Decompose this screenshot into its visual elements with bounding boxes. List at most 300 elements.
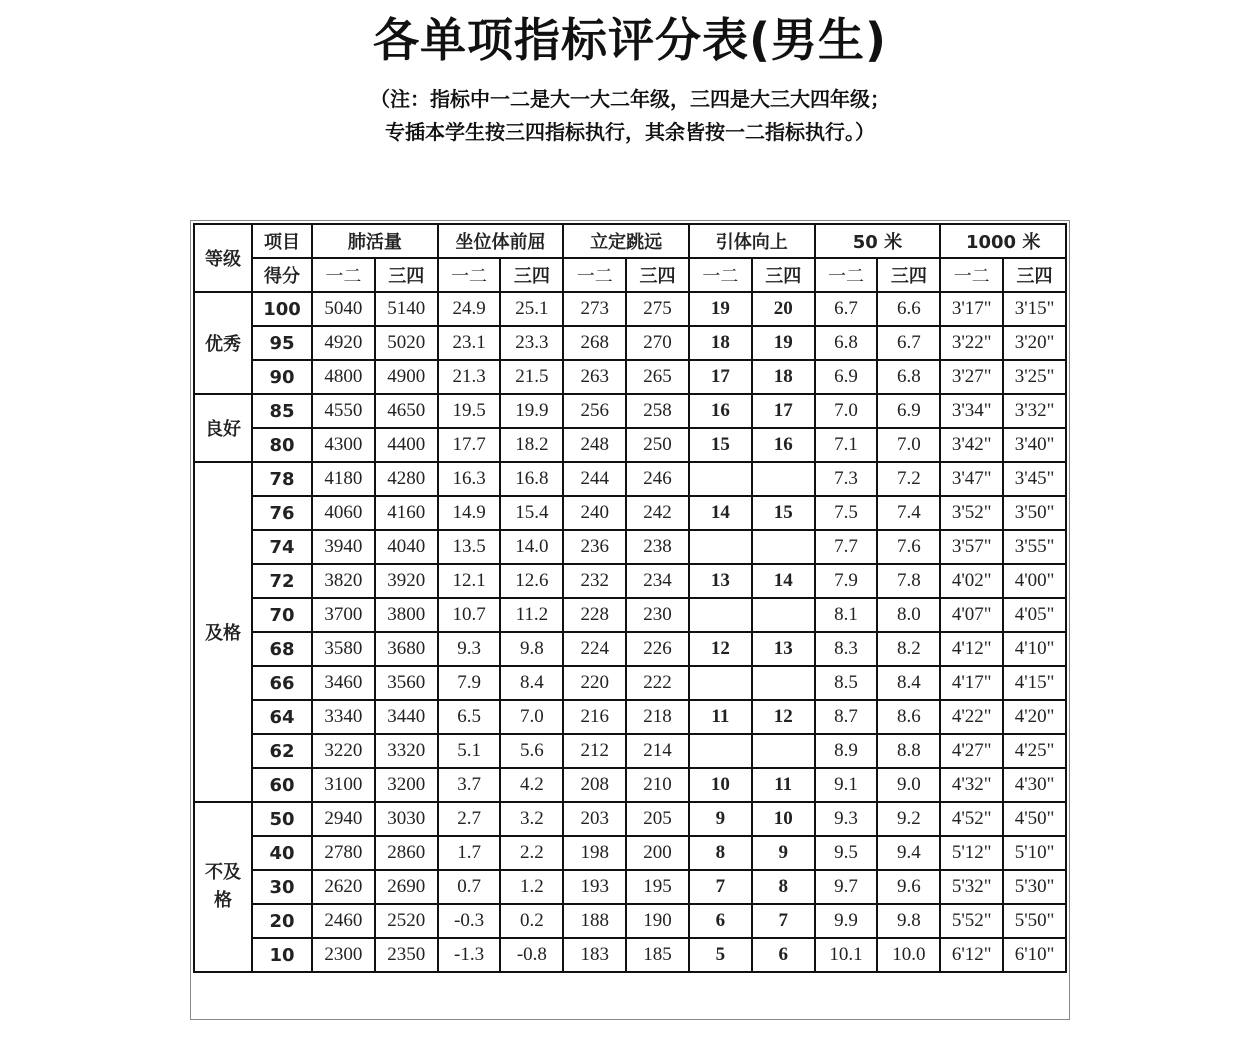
value-cell: 18 bbox=[689, 326, 752, 360]
value-cell: 10.0 bbox=[877, 938, 940, 972]
table-row bbox=[194, 530, 1066, 564]
value-cell bbox=[689, 462, 752, 496]
value-cell: 8.1 bbox=[815, 598, 878, 632]
value-cell: 236 bbox=[563, 530, 626, 564]
value-cell: 9 bbox=[689, 802, 752, 836]
value-cell: 3'45" bbox=[1003, 462, 1066, 496]
value-cell: 4'20" bbox=[1003, 700, 1066, 734]
value-cell: 2520 bbox=[375, 904, 438, 938]
value-cell: 4'00" bbox=[1003, 564, 1066, 598]
value-cell: 188 bbox=[563, 904, 626, 938]
value-cell: 18.2 bbox=[500, 428, 563, 462]
header-row-2 bbox=[194, 258, 1066, 292]
value-cell: 5 bbox=[689, 938, 752, 972]
value-cell: 9.3 bbox=[815, 802, 878, 836]
value-cell: 17.7 bbox=[438, 428, 501, 462]
value-cell: 248 bbox=[563, 428, 626, 462]
value-cell: 4'22" bbox=[940, 700, 1003, 734]
value-cell: 9.2 bbox=[877, 802, 940, 836]
value-cell: 7.0 bbox=[815, 394, 878, 428]
value-cell: 8.4 bbox=[877, 666, 940, 700]
value-cell: 195 bbox=[626, 870, 689, 904]
note-line-2: 专插本学生按三四指标执行，其余皆按一二指标执行。） bbox=[385, 120, 875, 144]
value-cell: 4'17" bbox=[940, 666, 1003, 700]
value-cell: 6 bbox=[752, 938, 815, 972]
value-cell: 183 bbox=[563, 938, 626, 972]
table-row bbox=[194, 326, 1066, 360]
value-cell: 3.2 bbox=[500, 802, 563, 836]
grade-cell: 良好 bbox=[194, 394, 252, 462]
value-cell: 3100 bbox=[312, 768, 375, 802]
value-cell: 263 bbox=[563, 360, 626, 394]
value-cell: 4800 bbox=[312, 360, 375, 394]
value-cell: 11 bbox=[689, 700, 752, 734]
value-cell: 2300 bbox=[312, 938, 375, 972]
value-cell: 6.7 bbox=[815, 292, 878, 326]
value-cell: 4920 bbox=[312, 326, 375, 360]
value-cell: 3'22" bbox=[940, 326, 1003, 360]
value-cell: 3'34" bbox=[940, 394, 1003, 428]
value-cell: 224 bbox=[563, 632, 626, 666]
value-cell: 8.7 bbox=[815, 700, 878, 734]
value-cell: 25.1 bbox=[500, 292, 563, 326]
value-cell: 230 bbox=[626, 598, 689, 632]
value-cell: 4280 bbox=[375, 462, 438, 496]
value-cell: 10 bbox=[752, 802, 815, 836]
value-cell: 8.2 bbox=[877, 632, 940, 666]
value-cell: 19.5 bbox=[438, 394, 501, 428]
table-row bbox=[194, 904, 1066, 938]
value-cell: 2940 bbox=[312, 802, 375, 836]
value-cell: 2460 bbox=[312, 904, 375, 938]
value-cell: 3'50" bbox=[1003, 496, 1066, 530]
note-line-1: （注：指标中一二是大一大二年级，三四是大三大四年级； bbox=[370, 87, 890, 111]
value-cell: 218 bbox=[626, 700, 689, 734]
value-cell: 15.4 bbox=[500, 496, 563, 530]
sub-header-year12: 一二 bbox=[940, 258, 1003, 292]
value-cell: 2.7 bbox=[438, 802, 501, 836]
value-cell: 6.7 bbox=[877, 326, 940, 360]
table-row bbox=[194, 598, 1066, 632]
value-cell: 16.8 bbox=[500, 462, 563, 496]
value-cell: 244 bbox=[563, 462, 626, 496]
value-cell: 3200 bbox=[375, 768, 438, 802]
value-cell: 2690 bbox=[375, 870, 438, 904]
value-cell: 7.2 bbox=[877, 462, 940, 496]
value-cell: 23.3 bbox=[500, 326, 563, 360]
sub-header-year34: 三四 bbox=[626, 258, 689, 292]
value-cell: 5.6 bbox=[500, 734, 563, 768]
value-cell: 6.8 bbox=[815, 326, 878, 360]
value-cell: 2780 bbox=[312, 836, 375, 870]
value-cell: -0.3 bbox=[438, 904, 501, 938]
score-cell: 10 bbox=[252, 938, 312, 972]
value-cell: 10 bbox=[689, 768, 752, 802]
value-cell: 12.6 bbox=[500, 564, 563, 598]
value-cell: 3'55" bbox=[1003, 530, 1066, 564]
value-cell: 205 bbox=[626, 802, 689, 836]
value-cell: 3'57" bbox=[940, 530, 1003, 564]
value-cell: 14 bbox=[752, 564, 815, 598]
value-cell: 3920 bbox=[375, 564, 438, 598]
table-row bbox=[194, 564, 1066, 598]
score-cell: 72 bbox=[252, 564, 312, 598]
value-cell: 4'15" bbox=[1003, 666, 1066, 700]
value-cell: 0.7 bbox=[438, 870, 501, 904]
value-cell: 8.8 bbox=[877, 734, 940, 768]
table-row bbox=[194, 870, 1066, 904]
value-cell: 9.8 bbox=[500, 632, 563, 666]
value-cell: 5020 bbox=[375, 326, 438, 360]
value-cell: 15 bbox=[689, 428, 752, 462]
value-cell: 6.5 bbox=[438, 700, 501, 734]
sub-header-year12: 一二 bbox=[438, 258, 501, 292]
score-cell: 90 bbox=[252, 360, 312, 394]
sub-header-year34: 三四 bbox=[500, 258, 563, 292]
value-cell: 5'10" bbox=[1003, 836, 1066, 870]
value-cell: 15 bbox=[752, 496, 815, 530]
value-cell: 5'52" bbox=[940, 904, 1003, 938]
value-cell: 4'30" bbox=[1003, 768, 1066, 802]
value-cell: 16 bbox=[752, 428, 815, 462]
scoring-table bbox=[193, 223, 1067, 973]
value-cell bbox=[752, 734, 815, 768]
value-cell: 11.2 bbox=[500, 598, 563, 632]
sub-header-year34: 三四 bbox=[752, 258, 815, 292]
value-cell: 9.0 bbox=[877, 768, 940, 802]
table-row bbox=[194, 700, 1066, 734]
value-cell: 6'12" bbox=[940, 938, 1003, 972]
sub-header-year12: 一二 bbox=[815, 258, 878, 292]
table-row bbox=[194, 428, 1066, 462]
value-cell: 16.3 bbox=[438, 462, 501, 496]
value-cell: 8 bbox=[752, 870, 815, 904]
value-cell: 13 bbox=[689, 564, 752, 598]
value-cell: 9.9 bbox=[815, 904, 878, 938]
value-cell: 3030 bbox=[375, 802, 438, 836]
score-cell: 64 bbox=[252, 700, 312, 734]
value-cell: 9.3 bbox=[438, 632, 501, 666]
value-cell: 2620 bbox=[312, 870, 375, 904]
value-cell: 4900 bbox=[375, 360, 438, 394]
value-cell: 10.1 bbox=[815, 938, 878, 972]
score-cell: 68 bbox=[252, 632, 312, 666]
value-cell: 8.5 bbox=[815, 666, 878, 700]
value-cell: 190 bbox=[626, 904, 689, 938]
value-cell: 7.9 bbox=[815, 564, 878, 598]
column-header: 坐位体前屈 bbox=[438, 224, 564, 258]
value-cell: 250 bbox=[626, 428, 689, 462]
value-cell: 7.4 bbox=[877, 496, 940, 530]
value-cell: 6.9 bbox=[815, 360, 878, 394]
value-cell: 9.8 bbox=[877, 904, 940, 938]
value-cell: 7.9 bbox=[438, 666, 501, 700]
value-cell: 7.7 bbox=[815, 530, 878, 564]
value-cell: 5'32" bbox=[940, 870, 1003, 904]
column-header: 肺活量 bbox=[312, 224, 438, 258]
score-cell: 95 bbox=[252, 326, 312, 360]
table-row bbox=[194, 632, 1066, 666]
table-row bbox=[194, 938, 1066, 972]
value-cell: 8.0 bbox=[877, 598, 940, 632]
column-header: 引体向上 bbox=[689, 224, 815, 258]
score-cell: 78 bbox=[252, 462, 312, 496]
value-cell: 232 bbox=[563, 564, 626, 598]
value-cell: 3440 bbox=[375, 700, 438, 734]
value-cell: 273 bbox=[563, 292, 626, 326]
score-cell: 60 bbox=[252, 768, 312, 802]
value-cell: 21.5 bbox=[500, 360, 563, 394]
value-cell: 4'52" bbox=[940, 802, 1003, 836]
value-cell: 16 bbox=[689, 394, 752, 428]
score-cell: 74 bbox=[252, 530, 312, 564]
value-cell: 9.4 bbox=[877, 836, 940, 870]
score-cell: 85 bbox=[252, 394, 312, 428]
value-cell: 185 bbox=[626, 938, 689, 972]
value-cell: 200 bbox=[626, 836, 689, 870]
value-cell: 17 bbox=[689, 360, 752, 394]
value-cell: 203 bbox=[563, 802, 626, 836]
score-cell: 20 bbox=[252, 904, 312, 938]
value-cell bbox=[752, 598, 815, 632]
value-cell: 228 bbox=[563, 598, 626, 632]
value-cell: 6.9 bbox=[877, 394, 940, 428]
value-cell: 7.0 bbox=[500, 700, 563, 734]
value-cell: 4'27" bbox=[940, 734, 1003, 768]
value-cell: 3'47" bbox=[940, 462, 1003, 496]
value-cell: 222 bbox=[626, 666, 689, 700]
value-cell: 7 bbox=[752, 904, 815, 938]
value-cell: 3940 bbox=[312, 530, 375, 564]
score-header: 得分 bbox=[252, 258, 312, 292]
value-cell bbox=[752, 666, 815, 700]
scoring-table-frame bbox=[190, 220, 1070, 1020]
value-cell: 6'10" bbox=[1003, 938, 1066, 972]
value-cell: 3800 bbox=[375, 598, 438, 632]
value-cell: 4400 bbox=[375, 428, 438, 462]
grade-cell: 及格 bbox=[194, 462, 252, 802]
value-cell: 10.7 bbox=[438, 598, 501, 632]
value-cell: 14.9 bbox=[438, 496, 501, 530]
value-cell: 256 bbox=[563, 394, 626, 428]
value-cell: 3340 bbox=[312, 700, 375, 734]
value-cell: 3700 bbox=[312, 598, 375, 632]
value-cell: 208 bbox=[563, 768, 626, 802]
value-cell: 3'40" bbox=[1003, 428, 1066, 462]
value-cell bbox=[689, 598, 752, 632]
table-body bbox=[194, 292, 1066, 972]
value-cell: 216 bbox=[563, 700, 626, 734]
value-cell: 8.3 bbox=[815, 632, 878, 666]
value-cell: 3'20" bbox=[1003, 326, 1066, 360]
value-cell: 4160 bbox=[375, 496, 438, 530]
value-cell: 12 bbox=[689, 632, 752, 666]
page-title: 各单项指标评分表(男生) bbox=[372, 13, 888, 67]
column-header: 50 米 bbox=[815, 224, 941, 258]
value-cell: 5140 bbox=[375, 292, 438, 326]
value-cell: 13.5 bbox=[438, 530, 501, 564]
score-cell: 62 bbox=[252, 734, 312, 768]
value-cell: 265 bbox=[626, 360, 689, 394]
table-row bbox=[194, 666, 1066, 700]
value-cell: 268 bbox=[563, 326, 626, 360]
value-cell: 6 bbox=[689, 904, 752, 938]
table-row bbox=[194, 836, 1066, 870]
value-cell: 4'10" bbox=[1003, 632, 1066, 666]
value-cell bbox=[689, 530, 752, 564]
value-cell: 3'52" bbox=[940, 496, 1003, 530]
value-cell bbox=[752, 530, 815, 564]
value-cell: 3320 bbox=[375, 734, 438, 768]
score-cell: 66 bbox=[252, 666, 312, 700]
sub-header-year12: 一二 bbox=[563, 258, 626, 292]
value-cell bbox=[689, 666, 752, 700]
value-cell: 4'12" bbox=[940, 632, 1003, 666]
value-cell: 4'02" bbox=[940, 564, 1003, 598]
value-cell: 4550 bbox=[312, 394, 375, 428]
value-cell: 3'15" bbox=[1003, 292, 1066, 326]
value-cell: 7 bbox=[689, 870, 752, 904]
table-row bbox=[194, 292, 1066, 326]
value-cell: 258 bbox=[626, 394, 689, 428]
value-cell: 4'50" bbox=[1003, 802, 1066, 836]
value-cell: 240 bbox=[563, 496, 626, 530]
value-cell: 5'12" bbox=[940, 836, 1003, 870]
value-cell: 11 bbox=[752, 768, 815, 802]
value-cell: 4.2 bbox=[500, 768, 563, 802]
value-cell: 3220 bbox=[312, 734, 375, 768]
value-cell: 5.1 bbox=[438, 734, 501, 768]
score-cell: 40 bbox=[252, 836, 312, 870]
value-cell: 9.1 bbox=[815, 768, 878, 802]
grade-cell: 不及格 bbox=[194, 802, 252, 972]
value-cell: 3820 bbox=[312, 564, 375, 598]
value-cell: 13 bbox=[752, 632, 815, 666]
value-cell: 4'32" bbox=[940, 768, 1003, 802]
value-cell: 4060 bbox=[312, 496, 375, 530]
sub-header-year34: 三四 bbox=[375, 258, 438, 292]
value-cell: 19.9 bbox=[500, 394, 563, 428]
value-cell: 4040 bbox=[375, 530, 438, 564]
value-cell: 5040 bbox=[312, 292, 375, 326]
table-row bbox=[194, 496, 1066, 530]
value-cell: 9.6 bbox=[877, 870, 940, 904]
grade-header: 等级 bbox=[194, 224, 252, 292]
score-cell: 50 bbox=[252, 802, 312, 836]
value-cell: 8.6 bbox=[877, 700, 940, 734]
value-cell: 5'30" bbox=[1003, 870, 1066, 904]
table-row bbox=[194, 462, 1066, 496]
score-cell: 30 bbox=[252, 870, 312, 904]
value-cell: 7.3 bbox=[815, 462, 878, 496]
value-cell: 210 bbox=[626, 768, 689, 802]
value-cell: 3580 bbox=[312, 632, 375, 666]
value-cell: 5'50" bbox=[1003, 904, 1066, 938]
value-cell: 4'05" bbox=[1003, 598, 1066, 632]
score-cell: 76 bbox=[252, 496, 312, 530]
value-cell: 9.7 bbox=[815, 870, 878, 904]
value-cell: 23.1 bbox=[438, 326, 501, 360]
value-cell: 214 bbox=[626, 734, 689, 768]
value-cell: 9.5 bbox=[815, 836, 878, 870]
value-cell: 2.2 bbox=[500, 836, 563, 870]
value-cell: 2350 bbox=[375, 938, 438, 972]
value-cell: 3'32" bbox=[1003, 394, 1066, 428]
value-cell: 6.6 bbox=[877, 292, 940, 326]
value-cell: 3'27" bbox=[940, 360, 1003, 394]
column-header: 1000 米 bbox=[940, 224, 1066, 258]
value-cell: 18 bbox=[752, 360, 815, 394]
sub-header-year12: 一二 bbox=[312, 258, 375, 292]
value-cell: 234 bbox=[626, 564, 689, 598]
value-cell: 198 bbox=[563, 836, 626, 870]
score-cell: 100 bbox=[252, 292, 312, 326]
value-cell: 7.5 bbox=[815, 496, 878, 530]
value-cell: 212 bbox=[563, 734, 626, 768]
value-cell bbox=[752, 462, 815, 496]
value-cell: 4180 bbox=[312, 462, 375, 496]
value-cell: 7.8 bbox=[877, 564, 940, 598]
table-row bbox=[194, 394, 1066, 428]
score-cell: 70 bbox=[252, 598, 312, 632]
sub-header-year12: 一二 bbox=[689, 258, 752, 292]
value-cell: 12 bbox=[752, 700, 815, 734]
value-cell: 1.2 bbox=[500, 870, 563, 904]
value-cell: 3'17" bbox=[940, 292, 1003, 326]
value-cell: 3560 bbox=[375, 666, 438, 700]
value-cell: 193 bbox=[563, 870, 626, 904]
table-row bbox=[194, 802, 1066, 836]
sub-header-year34: 三四 bbox=[1003, 258, 1066, 292]
value-cell: 2860 bbox=[375, 836, 438, 870]
table-row bbox=[194, 360, 1066, 394]
value-cell: 3'25" bbox=[1003, 360, 1066, 394]
column-header: 立定跳远 bbox=[563, 224, 689, 258]
value-cell: 7.0 bbox=[877, 428, 940, 462]
value-cell: 3'42" bbox=[940, 428, 1003, 462]
value-cell: 3680 bbox=[375, 632, 438, 666]
value-cell: 8.4 bbox=[500, 666, 563, 700]
value-cell: 1.7 bbox=[438, 836, 501, 870]
value-cell bbox=[689, 734, 752, 768]
value-cell: 14.0 bbox=[500, 530, 563, 564]
value-cell: -0.8 bbox=[500, 938, 563, 972]
value-cell: 8.9 bbox=[815, 734, 878, 768]
value-cell: 275 bbox=[626, 292, 689, 326]
value-cell: 4650 bbox=[375, 394, 438, 428]
score-cell: 80 bbox=[252, 428, 312, 462]
sub-header-year34: 三四 bbox=[877, 258, 940, 292]
value-cell: 4'07" bbox=[940, 598, 1003, 632]
value-cell: 242 bbox=[626, 496, 689, 530]
table-row bbox=[194, 768, 1066, 802]
value-cell: 220 bbox=[563, 666, 626, 700]
table-row bbox=[194, 734, 1066, 768]
value-cell: 270 bbox=[626, 326, 689, 360]
value-cell: 19 bbox=[689, 292, 752, 326]
value-cell: 9 bbox=[752, 836, 815, 870]
item-header: 项目 bbox=[252, 224, 312, 258]
grade-cell: 优秀 bbox=[194, 292, 252, 394]
value-cell: 14 bbox=[689, 496, 752, 530]
value-cell: 21.3 bbox=[438, 360, 501, 394]
value-cell: 4'25" bbox=[1003, 734, 1066, 768]
value-cell: 238 bbox=[626, 530, 689, 564]
value-cell: 12.1 bbox=[438, 564, 501, 598]
value-cell: 7.1 bbox=[815, 428, 878, 462]
value-cell: -1.3 bbox=[438, 938, 501, 972]
value-cell: 6.8 bbox=[877, 360, 940, 394]
